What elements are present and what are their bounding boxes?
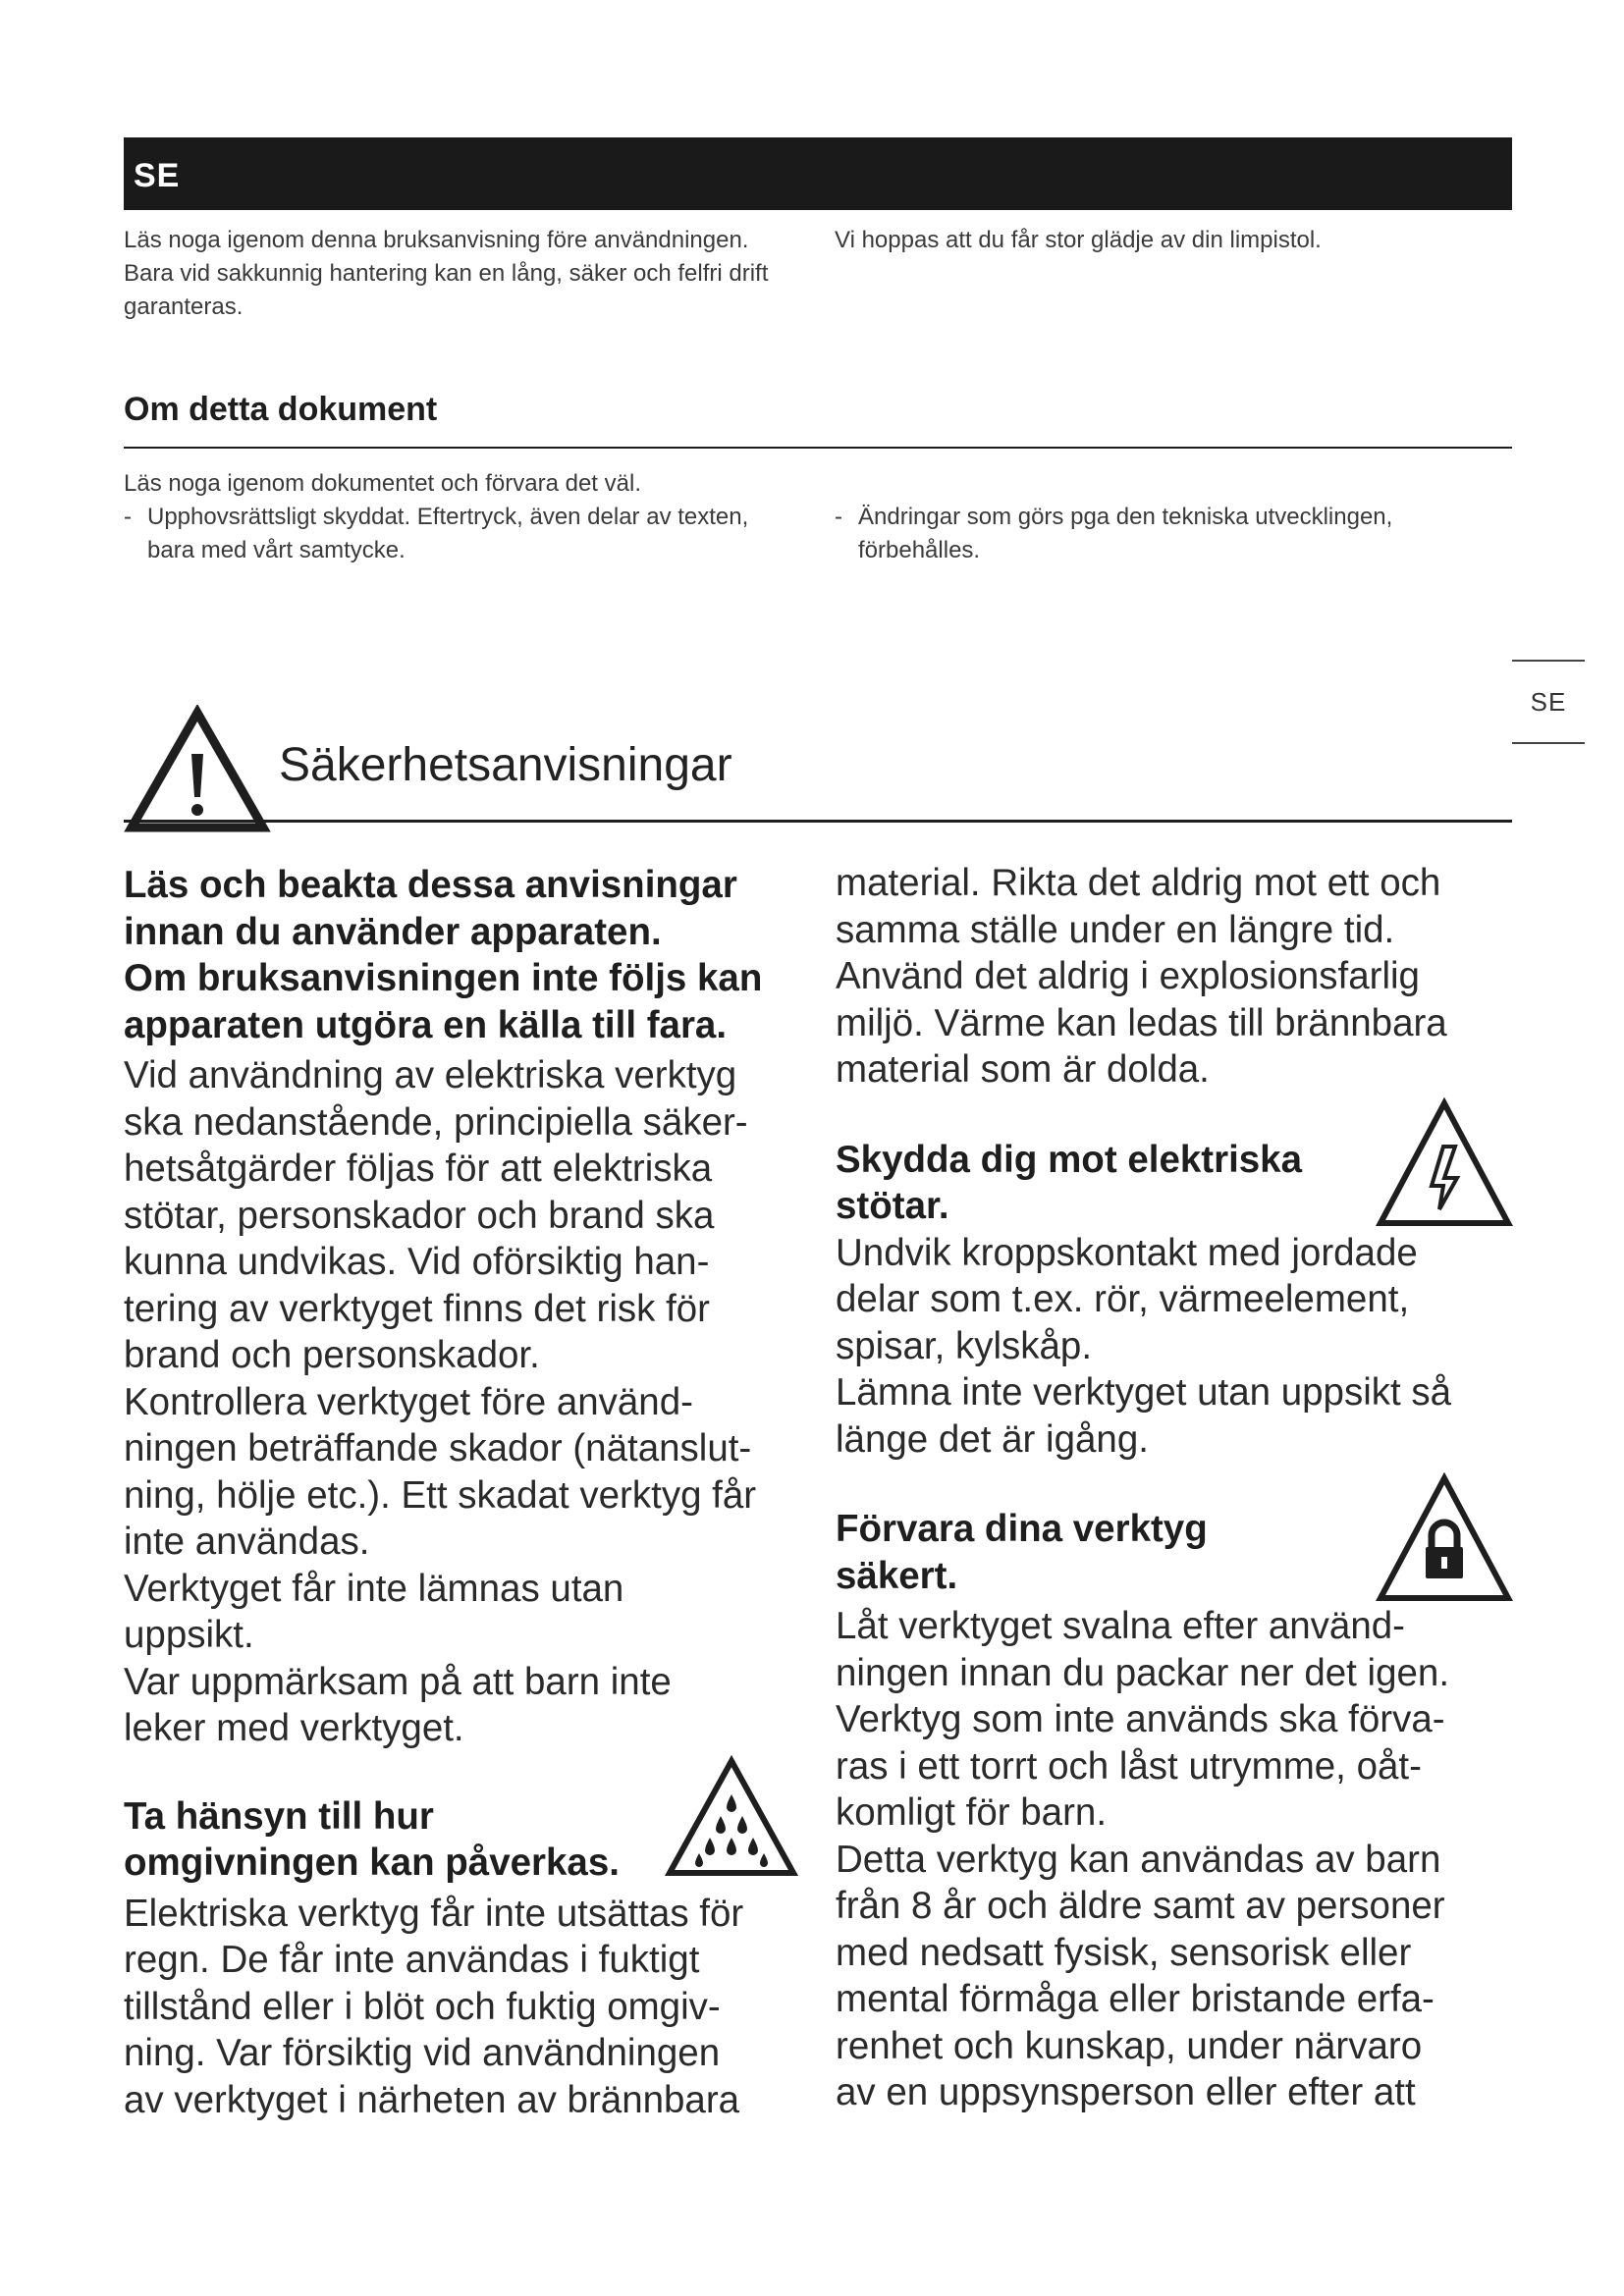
bullet-dash: - [835, 504, 842, 530]
text-line: omgivningen kan påverkas. [124, 1842, 620, 1884]
text-line: ning. Var försiktig vid användningen [124, 2032, 721, 2074]
text-line: Kontrollera verktyget före använd- [124, 1380, 693, 1423]
text-line: spisar, kylskåp. [836, 1324, 1093, 1367]
document-bullet-right [835, 501, 1512, 567]
text-line: leker med verktyget. [124, 1707, 464, 1749]
warning-triangle-icon [124, 705, 271, 834]
text-line: Förvara dina verktyg [836, 1508, 1208, 1550]
text-line: Elektriska verktyg får inte utsättas för [124, 1892, 744, 1935]
document-section-title: Om detta dokument [124, 391, 438, 428]
text-line: Detta verktyg kan användas av barn [836, 1838, 1441, 1881]
text-line: stötar, personskador och brand ska [124, 1194, 715, 1237]
text-line: material. Rikta det aldrig mot ett och [836, 862, 1441, 904]
shock-text [836, 1230, 1523, 1464]
electric-shock-icon [1375, 1097, 1514, 1229]
text-line: Verktyget får inte lämnas utan [124, 1567, 624, 1610]
bullet-text: Upphovsrättsligt skyddat. Eftertryck, även delar av texten, bara med vårt samtycke. [147, 504, 749, 563]
bullet-dash: - [124, 504, 132, 530]
side-tab-label: SE [1530, 687, 1567, 717]
text-line: regn. De får inte användas i fuktigt [124, 1939, 700, 1981]
text-line: delar som t.ex. rör, värmeelement, [836, 1278, 1410, 1320]
text-line: tillstånd eller i blöt och fuktig omgiv- [124, 1985, 721, 2028]
text-line: Skydda dig mot elektriska [836, 1138, 1303, 1181]
text-line: Låt verktyget svalna efter använd- [836, 1605, 1405, 1647]
lock-icon [1375, 1472, 1514, 1604]
text-line: Lämna inte verktyget utan uppsikt så [836, 1371, 1452, 1414]
text-line: innan du använder apparaten. [124, 910, 662, 953]
intro-text-left: Läs noga igenom denna bruksanvisning före användningen. Bara vid sakkunnig hantering kan en lång, säker och felfri drift garanteras. [124, 227, 769, 320]
text-line: säkert. [836, 1554, 958, 1597]
environment-text-continued [836, 860, 1523, 1094]
language-header-bar [124, 137, 1512, 210]
text-line: av en uppsynsperson eller efter att [836, 2071, 1416, 2113]
language-code: SE [134, 157, 181, 194]
text-line: Undvik kroppskontakt med jordade [836, 1231, 1418, 1274]
safety-intro-block [124, 1052, 811, 1752]
text-line: material som är dolda. [836, 1048, 1210, 1091]
document-lead-text: Läs noga igenom dokumentet och förvara det väl. [124, 470, 641, 497]
text-line: Använd det aldrig i explosionsfarlig [836, 955, 1420, 997]
tab-line-top [1512, 660, 1585, 662]
text-line: apparaten utgöra en källa till fara. [124, 1003, 728, 1046]
text-line: ras i ett torrt och låst utrymme, oåt- [836, 1744, 1422, 1788]
text-line: hetsåtgärder följas för att elektriska [124, 1148, 713, 1190]
text-line: miljö. Värme kan ledas till brännbara [836, 1001, 1447, 1044]
text-line: länge det är igång. [836, 1417, 1149, 1461]
text-line: komligt för barn. [836, 1791, 1108, 1834]
text-line: samma ställe under en längre tid. [836, 908, 1395, 951]
safety-divider [124, 820, 1512, 823]
safety-warning-block [124, 862, 811, 1048]
text-line: kunna undvikas. Vid oförsiktig han- [124, 1241, 710, 1283]
tab-line-bottom [1512, 742, 1585, 744]
text-line: inte användas. [124, 1521, 370, 1563]
text-line: Om bruksanvisningen inte följs kan [124, 957, 763, 999]
text-line: ningen beträffande skador (nätanslut- [124, 1427, 752, 1469]
rain-hazard-icon [664, 1755, 799, 1879]
text-line: mental förmåga eller bristande erfa- [836, 1978, 1435, 2020]
text-line: ning, hölje etc.). Ett skadat verktyg får [124, 1473, 757, 1517]
safety-left-column [124, 862, 811, 2123]
text-line: med nedsatt fysisk, sensorisk eller [836, 1931, 1412, 1974]
side-language-tab [1512, 660, 1585, 744]
section-divider [124, 447, 1512, 449]
text-line: Läs och beakta dessa anvisningar [124, 864, 737, 906]
storage-text [836, 1603, 1523, 2116]
text-line: Verktyg som inte används ska förva- [836, 1698, 1445, 1740]
environment-text [124, 1891, 811, 2124]
text-line: stötar. [836, 1185, 949, 1227]
text-line: uppsikt. [124, 1614, 254, 1656]
text-line: renhet och kunskap, under närvaro [836, 2024, 1423, 2067]
bullet-text: Ändringar som görs pga den tekniska utvecklingen, förbehålles. [858, 504, 1393, 563]
text-line: från 8 år och äldre samt av personer [836, 1885, 1445, 1927]
text-line: Vid användning av elektriska verktyg [124, 1054, 737, 1096]
text-line: Var uppmärksam på att barn inte [124, 1660, 672, 1703]
text-line: brand och personskador. [124, 1334, 540, 1376]
text-line: ningen innan du packar ner det igen. [836, 1651, 1450, 1694]
safety-title: Säkerhetsanvisningar [279, 739, 732, 791]
intro-text-right: Vi hoppas att du får stor glädje av din limpistol. [835, 227, 1322, 253]
text-line: tering av verktyget finns det risk för [124, 1287, 710, 1330]
text-line: ska nedanstående, principiella säker- [124, 1100, 748, 1144]
text-line: av verktyget i närheten av brännbara [124, 2078, 740, 2121]
text-line: Ta hänsyn till hur [124, 1794, 434, 1838]
document-bullet-left [124, 501, 801, 567]
